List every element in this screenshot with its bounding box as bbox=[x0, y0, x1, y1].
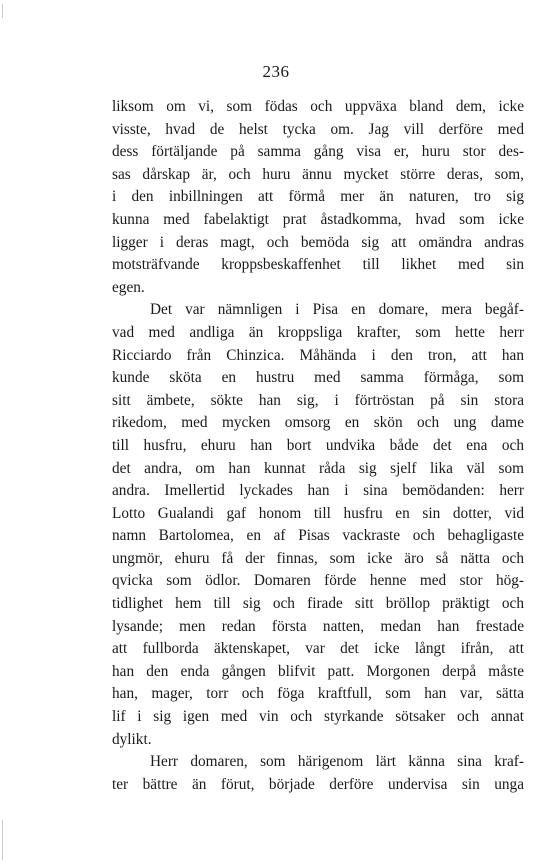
text-line: till husfru, ehuru han bort undvika både det ena och bbox=[112, 436, 524, 454]
text-line: Lotto Gualandi gaf honom till husfru en sin dotter, vid bbox=[112, 504, 524, 522]
page-edge-mark bbox=[2, 820, 3, 860]
text-line: han den enda gången blifvit patt. Morgonen derpå måste bbox=[112, 662, 524, 680]
text-line: rikedom, med mycken omsorg en skön och ung dame bbox=[112, 414, 524, 432]
text-line: att fullborda äktenskapet, var det icke långt ifrån, att bbox=[112, 640, 524, 658]
text-line: namn Bartolomea, en af Pisas vackraste och behagligaste bbox=[112, 527, 524, 545]
text-line: andra. Imellertid lyckades han i sina bemödanden: herr bbox=[112, 482, 524, 500]
text-line: ligger i deras magt, och bemöda sig att omändra andras bbox=[112, 233, 524, 251]
text-line: i den inbillningen att förmå mer än naturen, tro sig bbox=[112, 188, 524, 206]
text-line: ter bättre än förut, började derföre undervisa sin unga bbox=[112, 775, 524, 793]
text-line: dess förtäljande på samma gång visa er, huru stor des- bbox=[112, 143, 524, 161]
text-line: egen. bbox=[112, 278, 145, 296]
page-number: 236 bbox=[262, 62, 290, 81]
text-line: ungmör, ehuru få der finnas, som icke äro så nätta och bbox=[112, 549, 524, 567]
paragraph bbox=[112, 751, 524, 796]
body-text bbox=[112, 96, 524, 796]
paragraph bbox=[112, 299, 524, 751]
text-line: motsträfvande kroppsbeskaffenhet till likhet med sin bbox=[112, 256, 524, 274]
text-line: kunna med fabelaktigt prat åstadkomma, hvad som icke bbox=[112, 210, 524, 228]
text-line: qvicka som ödlor. Domaren förde henne med stor hög- bbox=[112, 572, 524, 590]
text-line: liksom om vi, som födas och uppväxa bland dem, icke bbox=[112, 98, 524, 115]
text-line: dylikt. bbox=[112, 730, 152, 748]
text-line: Det var nämnligen i Pisa en domare, mera begåf- bbox=[150, 301, 524, 319]
text-line: visste, hvad de helst tycka om. Jag vill derföre med bbox=[112, 120, 524, 138]
page-edge-mark bbox=[2, 4, 3, 18]
text-line: vad med andliga än kroppsliga krafter, som hette herr bbox=[112, 323, 524, 341]
text-line: sitt ämbete, sökte han sig, i förtröstan på sin stora bbox=[112, 391, 524, 409]
text-line: kunde sköta en hustru med samma förmåga, som bbox=[112, 369, 524, 387]
text-line: lif i sig igen med vin och styrkande sötsaker och annat bbox=[112, 708, 524, 726]
text-line: det andra, om han kunnat råda sig sjelf lika väl som bbox=[112, 459, 524, 477]
text-line: sas dårskap är, och huru ännu mycket större deras, som, bbox=[112, 165, 524, 183]
text-line: Ricciardo från Chinzica. Måhända i den tron, att han bbox=[112, 346, 524, 364]
paragraph bbox=[112, 96, 524, 299]
text-line: tidlighet hem till sig och firade sitt bröllop präktigt och bbox=[112, 595, 524, 613]
text-line: lysande; men redan första natten, medan han frestade bbox=[112, 617, 524, 635]
text-line: han, mager, torr och föga kraftfull, som han var, sätta bbox=[112, 685, 524, 703]
text-line: Herr domaren, som härigenom lärt känna sina kraf- bbox=[150, 753, 524, 771]
